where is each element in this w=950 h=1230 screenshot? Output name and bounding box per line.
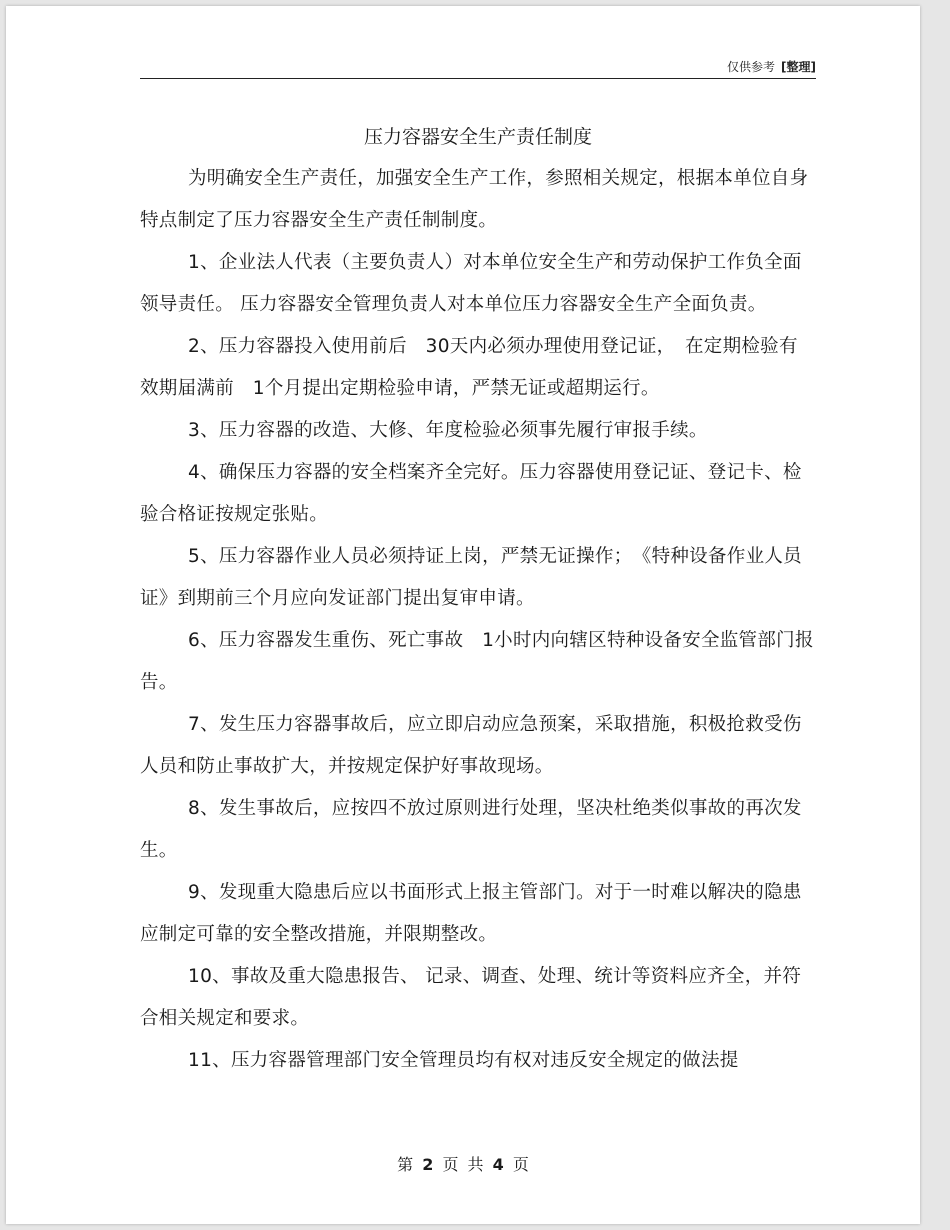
- document-page: [6, 6, 920, 1224]
- paragraph-item-5: 5、压力容器作业人员必须持证上岗，严禁无证操作； 《特种设备作业人员证》到期前三个月应向发证部门提出复审申请。: [140, 546, 802, 609]
- paragraph-item-11: 11、压力容器管理部门安全管理员均有权对违反安全规定的做法提: [188, 1050, 739, 1071]
- footer-prefix: 第: [397, 1155, 414, 1174]
- paragraph-intro: 为明确安全生产责任，加强安全生产工作，参照相关规定，根据本单位自身特点制定了压力容器安全生产责任制制度。: [140, 168, 809, 231]
- paragraph-item-7: 7、发生压力容器事故后，应立即启动应急预案，采取措施，积极抢救受伤人员和防止事故扩大，并按规定保护好事故现场。: [140, 714, 802, 777]
- header-tag: [整理]: [781, 60, 816, 74]
- footer-suffix: 页: [512, 1155, 529, 1174]
- paragraph-item-9: 9、发现重大隐患后应以书面形式上报主管部门。对于一时难以解决的隐患应制定可靠的安全整改措施，并限期整改。: [140, 882, 802, 945]
- paragraph-item-4: 4、确保压力容器的安全档案齐全完好。压力容器使用登记证、登记卡、检验合格证按规定张贴。: [140, 462, 802, 525]
- document-body: [140, 158, 816, 1082]
- footer-middle: 页 共: [442, 1155, 484, 1174]
- paragraph-item-3: 3、压力容器的改造、大修、年度检验必须事先履行审报手续。: [188, 420, 708, 441]
- header-rule: [140, 78, 816, 79]
- page-header: [140, 58, 816, 78]
- footer-total-pages: 4: [492, 1155, 504, 1174]
- footer-page-number: 2: [422, 1155, 434, 1174]
- paragraph-item-8: 8、发生事故后，应按四不放过原则进行处理，坚决杜绝类似事故的再次发生。: [140, 798, 802, 861]
- document-title: 压力容器安全生产责任制度: [363, 126, 592, 148]
- paragraph-item-1: 1、企业法人代表（主要负责人）对本单位安全生产和劳动保护工作负全面领导责任。 压力容器安全管理负责人对本单位压力容器安全生产全面负责。: [140, 252, 802, 315]
- page-footer: [6, 1152, 920, 1175]
- header-text: 仅供参考: [727, 60, 776, 74]
- paragraph-item-6: 6、压力容器发生重伤、死亡事故 1小时内向辖区特种设备安全监管部门报告。: [140, 630, 814, 693]
- paragraph-item-10: 10、事故及重大隐患报告、 记录、调查、处理、统计等资料应齐全，并符合相关规定和要求。: [140, 966, 802, 1029]
- paragraph-item-2: 2、压力容器投入使用前后 30天内必须办理使用登记证， 在定期检验有效期届满前 1个月提出定期检验申请，严禁无证或超期运行。: [140, 336, 798, 399]
